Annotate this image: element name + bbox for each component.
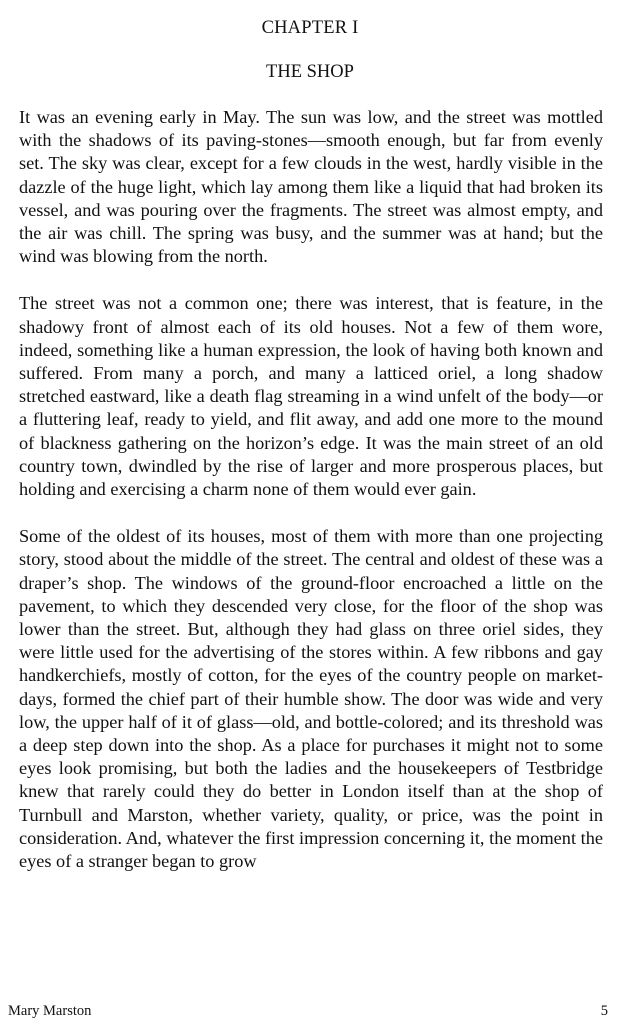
chapter-heading: CHAPTER I bbox=[261, 18, 359, 38]
paragraph-1: It was an evening early in May. The sun was low, and the street was mottled with the shadows of its paving-stones—smooth enough, but far from evenly set. The sky was clear, except for a few clouds in the west, hardly visible in the dazzle of the huge light, which lay among them like a liquid that had broken its vessel, and was pouring over the fragments. The street was almost empty, and the air was chill. The spring was busy, and the summer was at hand; but the wind was blowing from the north. bbox=[19, 107, 603, 267]
chapter-title: THE SHOP bbox=[266, 62, 354, 82]
body-text bbox=[19, 106, 603, 897]
running-footer-title: Mary Marston bbox=[8, 1003, 92, 1019]
page-number: 5 bbox=[600, 1003, 608, 1019]
paragraph-2: The street was not a common one; there was interest, that is feature, in the shadowy front of almost each of its old houses. Not a few of them wore, indeed, something like a human expression, the look of having both known and suffered. From many a porch, and many a latticed oriel, a long shadow stretched eastward, like a death flag streaming in a wind unfelt of the body—or a fluttering leaf, ready to yield, and flit away, and add one more to the mound of blackness gathering on the horizon’s edge. It was the main street of an old country town, dwindled by the rise of larger and more prosperous places, but holding and exercising a charm none of them would ever gain. bbox=[19, 293, 603, 500]
paragraph-3: Some of the oldest of its houses, most of them with more than one projecting story, stood about the middle of the street. The central and oldest of these was a draper’s shop. The windows of the ground-floor encroached a little on the pavement, to which they descended very close, for the floor of the shop was lower than the street. But, although they had glass on three oriel sides, they were little used for the advertising of the stores within. A few ribbons and gay handkerchiefs, mostly of cotton, for the eyes of the country people on market-days, formed the chief part of their humble show. The door was wide and very low, the upper half of it of glass—old, and bottle-colored; and its threshold was a deep step down into the shop. As a place for purchases it might not to some eyes look promising, but both the ladies and the housekeepers of Testbridge knew that rarely could they do better in London itself than at the shop of Turnbull and Marston, whether variety, quality, or price, was the point in consideration. And, whatever the first impression concerning it, the moment the eyes of a stranger began to grow bbox=[19, 526, 603, 872]
